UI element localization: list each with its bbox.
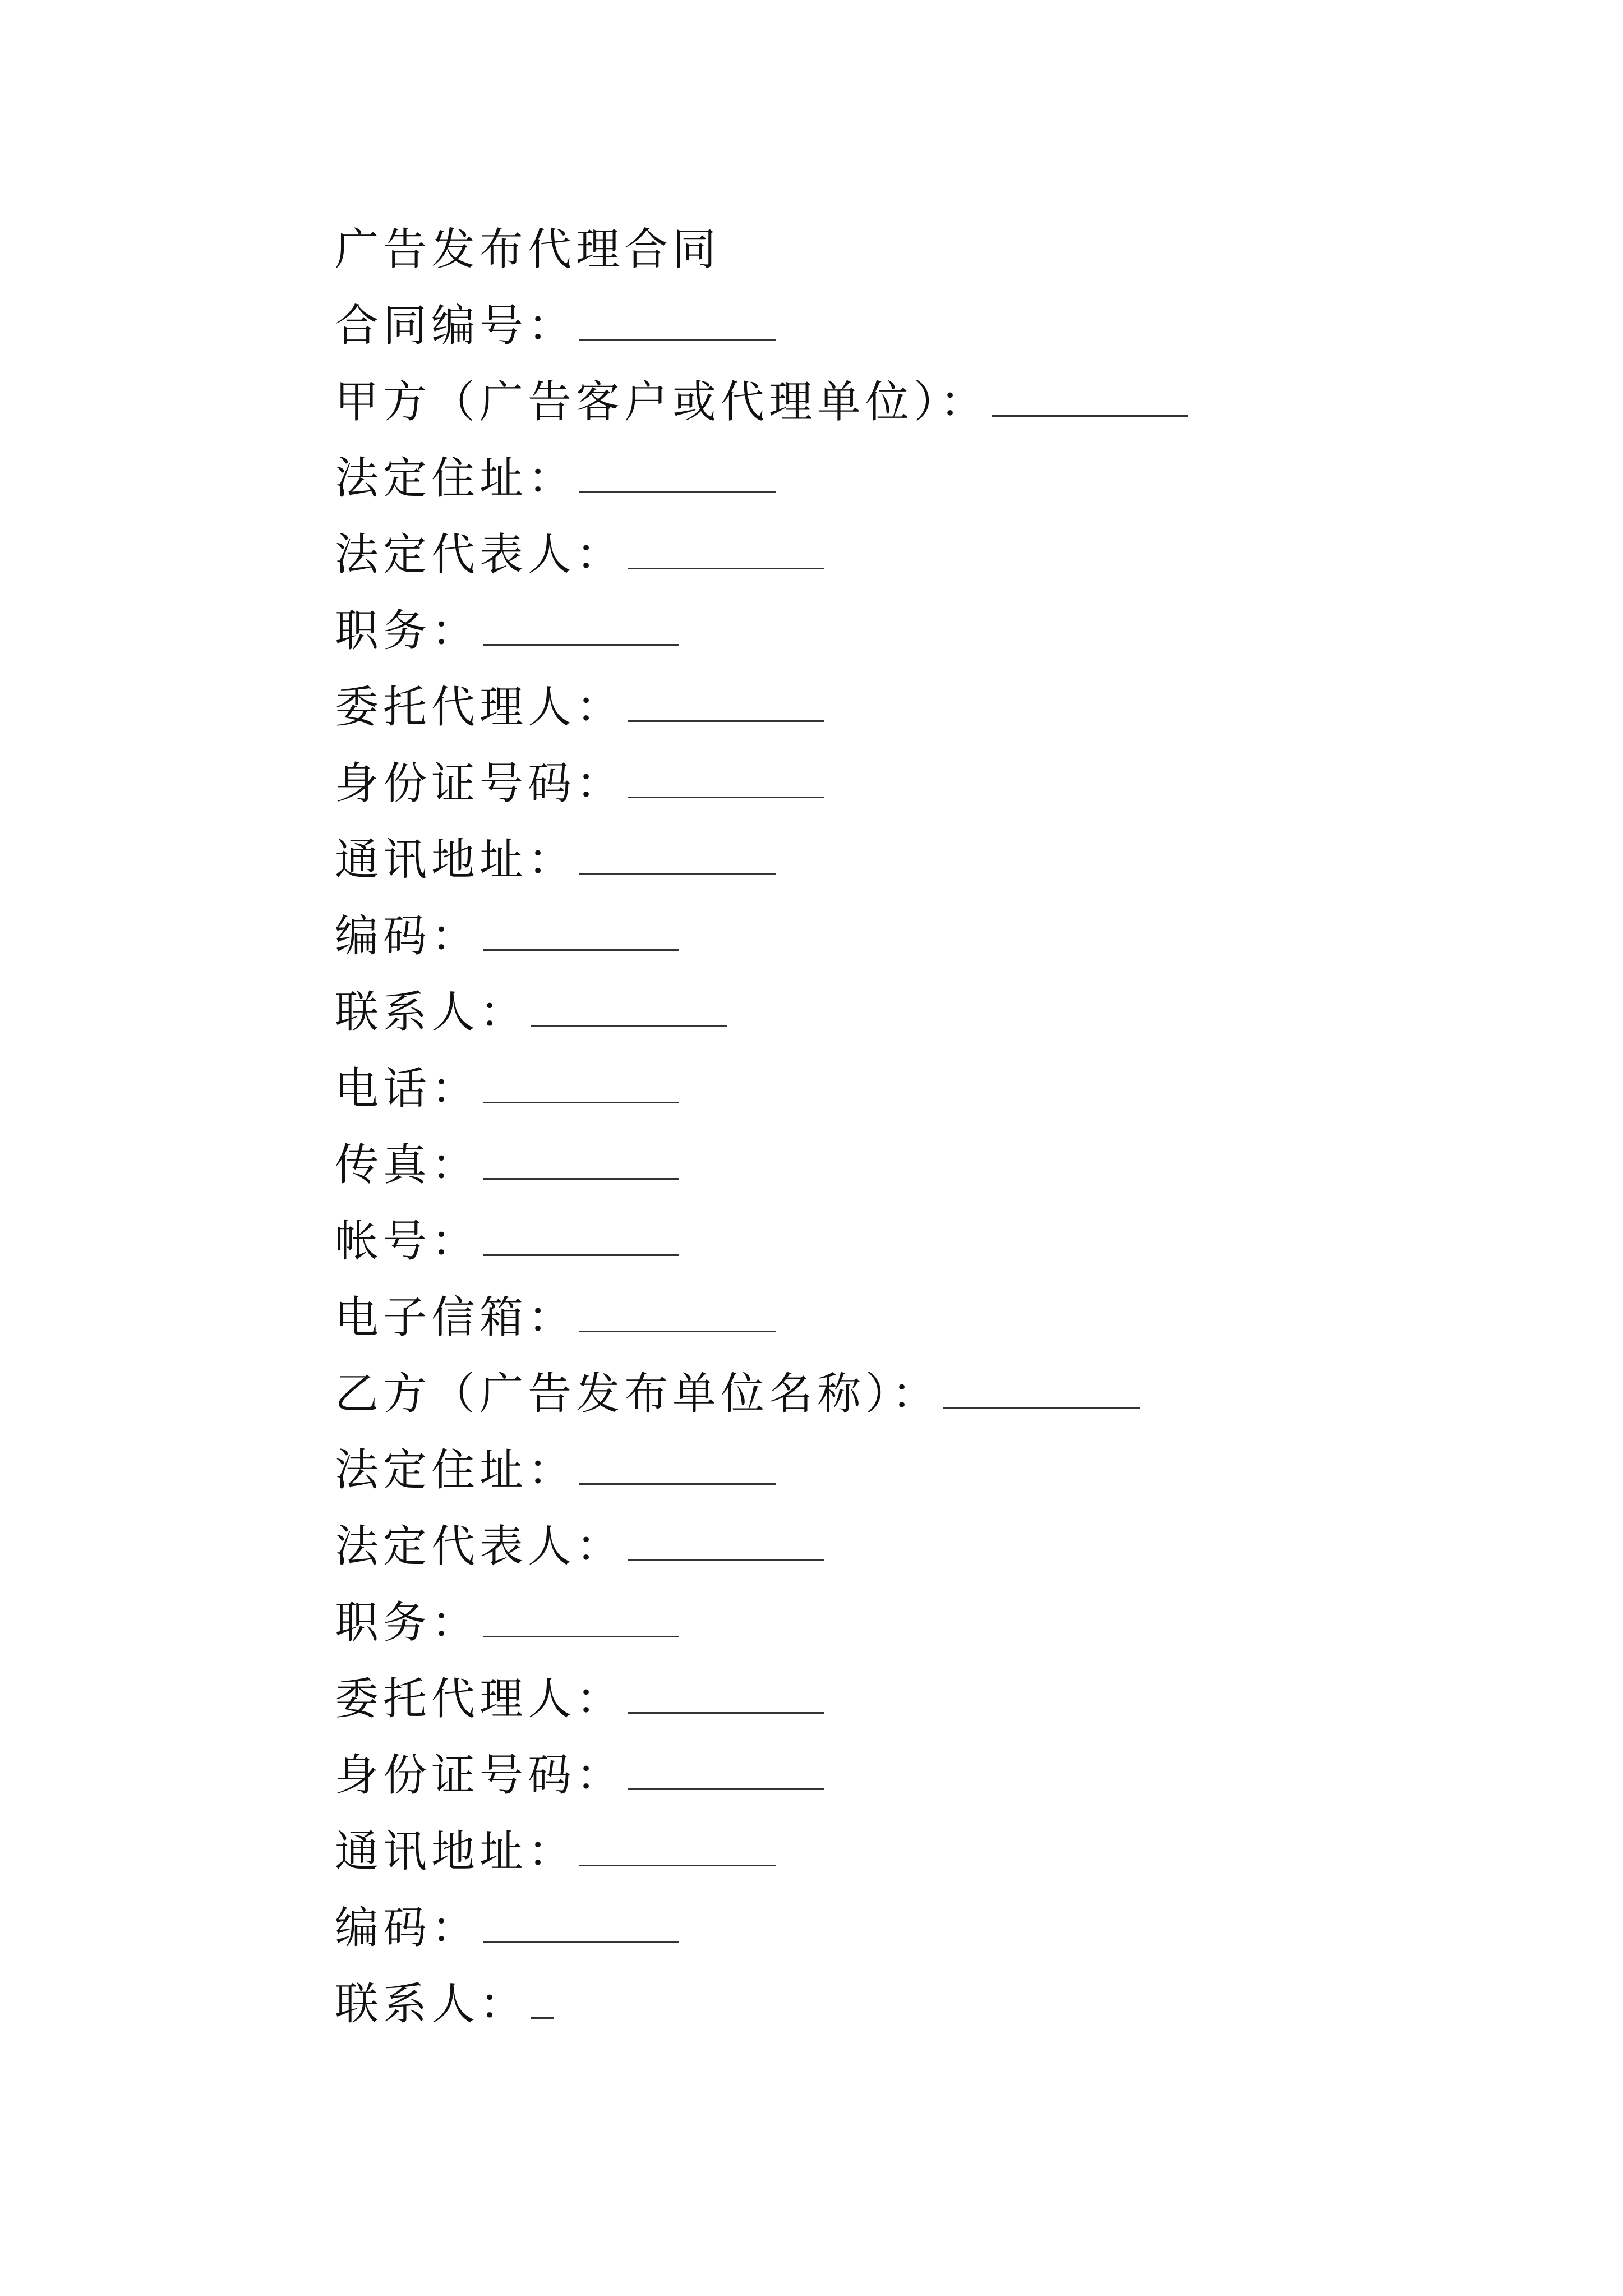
fill-in-blank [628,762,824,798]
fill-in-blank [579,304,776,341]
form-field-line [335,1886,1188,1962]
field-label: 身份证号码： [335,758,625,809]
fill-in-blank [628,1677,824,1714]
form-field-line [335,894,1188,970]
fill-in-blank [579,1296,776,1332]
form-field-line [335,818,1188,894]
field-label: 联系人： [335,987,528,1038]
field-label: 电话： [335,1064,480,1114]
form-field-line [335,970,1188,1047]
fill-in-blank [483,1067,679,1103]
fill-in-blank [579,1830,776,1866]
form-field-line [335,284,1188,360]
form-field-line [335,513,1188,589]
fill-in-blank [943,1372,1140,1409]
field-label: 编码： [335,911,480,961]
form-field-line [335,1733,1188,1810]
fill-in-blank [483,1220,679,1256]
field-label: 身份证号码： [335,1750,625,1801]
form-field-line [335,436,1188,513]
field-label: 乙方（广告发布单位名称）： [335,1369,940,1419]
fill-in-blank [483,914,679,951]
form-field-line [335,1047,1188,1123]
fill-in-blank [579,457,776,493]
field-label: 传真： [335,1140,480,1190]
form-field-line [335,1504,1188,1581]
contract-lines [335,208,1188,2039]
fill-in-blank [579,838,776,875]
fill-in-blank [628,1525,824,1561]
field-label: 甲方（广告客户或代理单位）： [335,377,989,427]
field-label: 合同编号： [335,301,577,351]
field-label: 法定代表人： [335,1521,625,1572]
fill-in-blank [628,1754,824,1790]
form-field-line [335,665,1188,742]
fill-in-blank [531,1982,554,2019]
form-field-line [335,1581,1188,1657]
form-field-line [335,1276,1188,1352]
form-field-line [335,360,1188,436]
field-label: 职务： [335,606,480,656]
field-label: 委托代理人： [335,682,625,733]
fill-in-blank [483,1143,679,1180]
fill-in-blank [579,1448,776,1485]
form-field-line [335,1352,1188,1428]
form-field-line [335,1428,1188,1504]
fill-in-blank [628,685,824,722]
form-field-line [335,1199,1188,1276]
fill-in-blank [483,609,679,646]
field-label: 法定住址： [335,1445,577,1496]
field-label: 职务： [335,1598,480,1648]
form-field-line [335,742,1188,818]
form-field-line [335,1123,1188,1199]
fill-in-blank [483,1601,679,1637]
form-field-line [335,589,1188,665]
field-label: 法定代表人： [335,530,625,580]
field-label: 委托代理人： [335,1674,625,1724]
document-title [335,208,1188,284]
fill-in-blank [531,991,727,1027]
fill-in-blank [483,1906,679,1943]
field-label: 通讯地址： [335,1826,577,1877]
field-label: 通讯地址： [335,835,577,885]
fill-in-blank [628,533,824,569]
form-field-line [335,1810,1188,1886]
fill-in-blank [992,380,1188,417]
document-title-text: 广告发布代理合同 [335,224,721,275]
field-label: 编码： [335,1903,480,1953]
field-label: 电子信箱： [335,1292,577,1343]
field-label: 法定住址： [335,453,577,504]
form-field-line [335,1962,1188,2039]
field-label: 帐号： [335,1216,480,1267]
form-field-line [335,1657,1188,1733]
field-label: 联系人： [335,1979,528,2030]
